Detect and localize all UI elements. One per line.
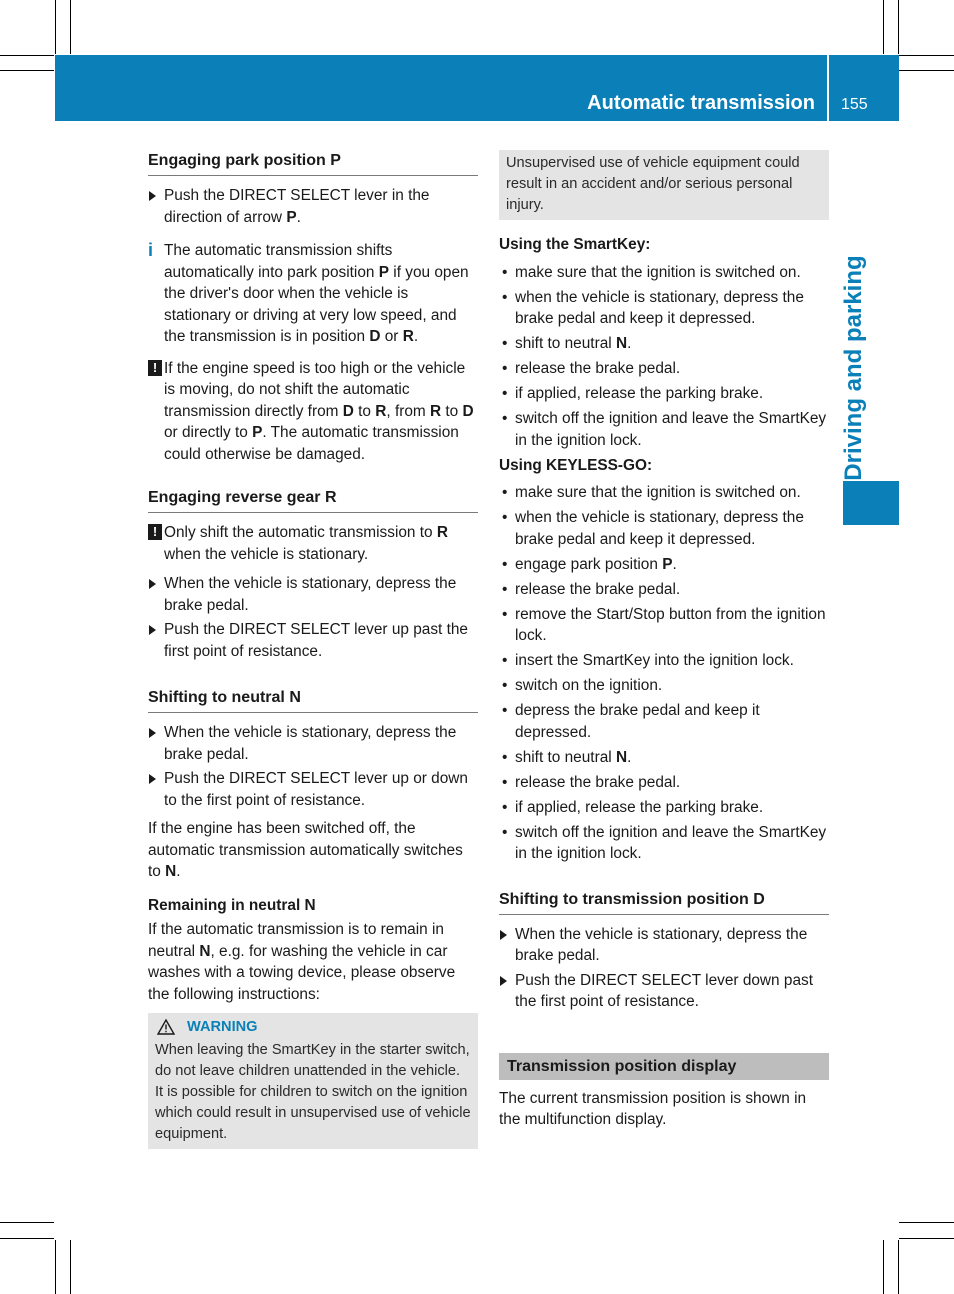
chapter-tab-marker (843, 481, 899, 525)
crop-mark (899, 55, 954, 56)
list-item: • depress the brake pedal and keep it depressed. (499, 700, 829, 743)
crop-mark (883, 1240, 884, 1294)
list-item: • remove the Start/Stop button from the ignition lock. (499, 604, 829, 647)
list-item: • insert the SmartKey into the ignition lock. (499, 650, 829, 672)
section-heading: Shifting to transmission position D (499, 889, 829, 915)
instruction-step: Push the DIRECT SELECT lever in the direction of arrow P. (148, 185, 478, 228)
exclamation-icon: ! (148, 360, 162, 376)
left-column (148, 150, 478, 1149)
chapter-tab (836, 254, 872, 481)
instruction-step: Push the DIRECT SELECT lever down past the first point of resistance. (499, 970, 829, 1013)
list-item: • shift to neutral N. (499, 333, 829, 355)
list-item: • switch off the ignition and leave the SmartKey in the ignition lock. (499, 822, 829, 865)
page-number: 155 (841, 96, 868, 113)
caution-note: ! Only shift the automatic transmission to R when the vehicle is stationary. (148, 522, 478, 565)
crop-mark (899, 70, 954, 71)
section-heading: Engaging park position P (148, 150, 478, 176)
list-item: • engage park position P. (499, 554, 829, 576)
list-item: • make sure that the ignition is switched on. (499, 262, 829, 284)
paragraph: If the engine has been switched off, the automatic transmission automatically switches to N. (148, 820, 463, 880)
section-heading-band: Transmission position display (499, 1053, 829, 1080)
subheading: Using KEYLESS-GO: (499, 456, 653, 474)
list-item: • when the vehicle is stationary, depress the brake pedal and keep it depressed. (499, 507, 829, 550)
list-item: • switch on the ignition. (499, 675, 829, 697)
crop-mark (55, 0, 56, 54)
crop-mark (0, 55, 54, 56)
warning-text: When leaving the SmartKey in the starter switch, do not leave children unattended in the vehicle. It is possible for children to switch on the ignition which could result in unsupervised use of vehicle equipment. (155, 1042, 471, 1142)
list-item: • release the brake pedal. (499, 579, 829, 601)
warning-triangle-icon (157, 1019, 175, 1035)
chapter-tab-label: Driving and parking (840, 254, 867, 481)
page-title: Automatic transmission (587, 92, 815, 114)
crop-mark (899, 1238, 954, 1239)
list-item: • if applied, release the parking brake. (499, 383, 829, 405)
caution-note: ! If the engine speed is too high or the vehicle is moving, do not shift the automatic transmission directly from D to R, from R to D or directly to P. The automatic transmission could otherwise be damaged. (148, 358, 478, 466)
instruction-step: When the vehicle is stationary, depress the brake pedal. (499, 924, 829, 967)
crop-mark (898, 1240, 899, 1294)
header-bar (55, 55, 899, 121)
list-item: • if applied, release the parking brake. (499, 797, 829, 819)
paragraph: The current transmission position is shown in the multifunction display. (499, 1089, 807, 1128)
list-item: • release the brake pedal. (499, 358, 829, 380)
crop-mark (898, 0, 899, 54)
section-heading: Engaging reverse gear R (148, 487, 478, 513)
list-item: • when the vehicle is stationary, depress the brake pedal and keep it depressed. (499, 287, 829, 330)
crop-mark (0, 1222, 54, 1223)
list-item: • make sure that the ignition is switched on. (499, 482, 829, 504)
crop-mark (0, 1238, 54, 1239)
crop-mark (899, 1222, 954, 1223)
instruction-step: Push the DIRECT SELECT lever up past the first point of resistance. (148, 619, 478, 662)
subheading: Using the SmartKey: (499, 236, 651, 253)
instruction-step: Push the DIRECT SELECT lever up or down to the first point of resistance. (148, 768, 478, 811)
crop-mark (883, 0, 884, 54)
list-item: • release the brake pedal. (499, 772, 829, 794)
warning-continued: Unsupervised use of vehicle equipment could result in an accident and/or serious personal injury. (499, 150, 829, 220)
warning-heading: WARNING (155, 1017, 471, 1038)
instruction-step: When the vehicle is stationary, depress the brake pedal. (148, 722, 478, 765)
crop-mark (70, 1240, 71, 1294)
subheading: Remaining in neutral N (148, 896, 316, 914)
info-note: i The automatic transmission shifts automatically into park position P if you open the driver's door when the vehicle is stationary or driving at very low speed, and the transmission is in position D or R. (148, 240, 469, 345)
crop-mark (0, 70, 54, 71)
instruction-step: When the vehicle is stationary, depress the brake pedal. (148, 573, 478, 616)
crop-mark (70, 0, 71, 54)
list-item: • switch off the ignition and leave the SmartKey in the ignition lock. (499, 408, 829, 451)
section-heading: Shifting to neutral N (148, 687, 478, 713)
header-divider (827, 55, 829, 121)
right-column (499, 150, 829, 1131)
paragraph: If the automatic transmission is to remain in neutral N, e.g. for washing the vehicle in car washes with a towing device, please observe the following instructions: (148, 921, 456, 1003)
warning-box (148, 1013, 478, 1149)
crop-mark (55, 1240, 56, 1294)
list-item: • shift to neutral N. (499, 747, 829, 769)
exclamation-icon: ! (148, 524, 162, 540)
info-icon: i (148, 240, 154, 260)
